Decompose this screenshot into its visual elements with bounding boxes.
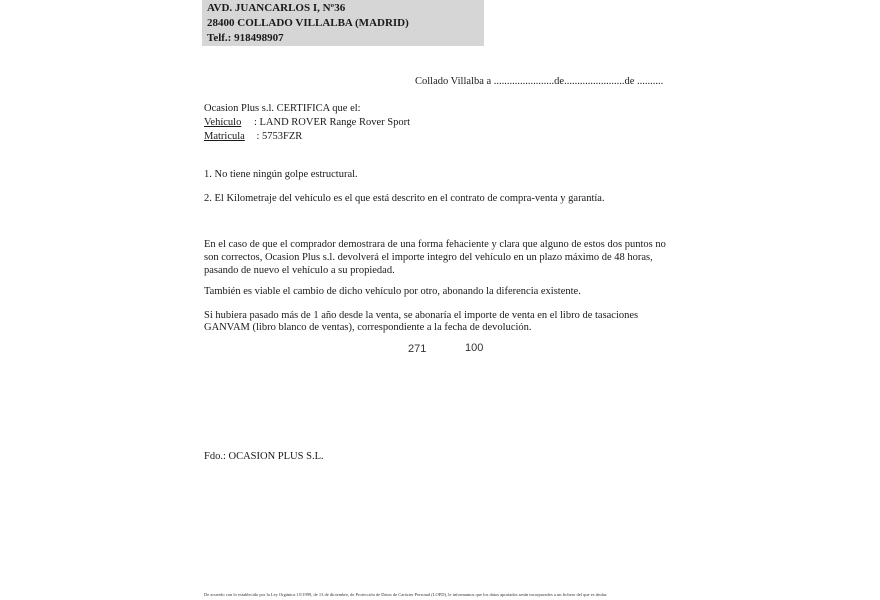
address-line-2: 28400 COLLADO VILLALBA (MADRID)	[207, 17, 409, 29]
overlay-number-1: 271	[408, 343, 427, 355]
address-header	[202, 0, 484, 46]
paragraph-1-line-2: son correctos, Ocasion Plus s.l. devolverá el importe integro del vehículo en un plazo máximo de 48 horas,	[204, 252, 653, 263]
paragraph-1-line-1: En el caso de que el comprador demostrara de una forma fehaciente y clara que alguno de estos dos puntos no	[204, 239, 666, 250]
paragraph-1-line-3: pasando de nuevo el vehículo a su propiedad.	[204, 265, 395, 276]
point-2: 2. El Kilometraje del vehículo es el que está descrito en el contrato de compra-venta y garantía.	[204, 193, 605, 204]
plate-value: : 5753FZR	[256, 131, 303, 142]
paragraph-3-line-1: Si hubiera pasado más de 1 año desde la venta, se abonaría el importe de venta en el libro de tasaciones	[204, 310, 639, 321]
vehicle-label: Vehículo	[204, 117, 242, 128]
paragraph-3-line-2: GANVAM (libro blanco de ventas), correspondiente a la fecha de devolución.	[204, 322, 532, 333]
date-line: Collado Villalba a .......................de.......................de ..........	[415, 76, 664, 87]
signature-line: Fdo.: OCASION PLUS S.L.	[204, 451, 324, 462]
footer-legal-note: De acuerdo con lo establecido por la Ley Orgánica 15/1999, de 13 de diciembre, de Protección de Datos de Carácter Personal (LOPD), le informamos que los datos aportados serán incorporados a un fichero del que es titular.	[204, 592, 608, 597]
vehicle-row	[204, 117, 410, 128]
plate-label: Matricula	[204, 131, 245, 142]
plate-row	[204, 131, 302, 142]
phone-line: Telf.: 918498907	[207, 32, 284, 44]
vehicle-value: : LAND ROVER Range Rover Sport	[253, 117, 410, 128]
address-line-1: AVD. JUANCARLOS I, Nº36	[207, 2, 346, 14]
overlay-number-2: 100	[465, 342, 484, 354]
certifica-line: Ocasion Plus s.l. CERTIFICA que el:	[204, 103, 361, 114]
point-1: 1. No tiene ningún golpe estructural.	[204, 169, 358, 180]
paragraph-2: También es viable el cambio de dicho vehículo por otro, abonando la diferencia existente.	[204, 286, 581, 297]
